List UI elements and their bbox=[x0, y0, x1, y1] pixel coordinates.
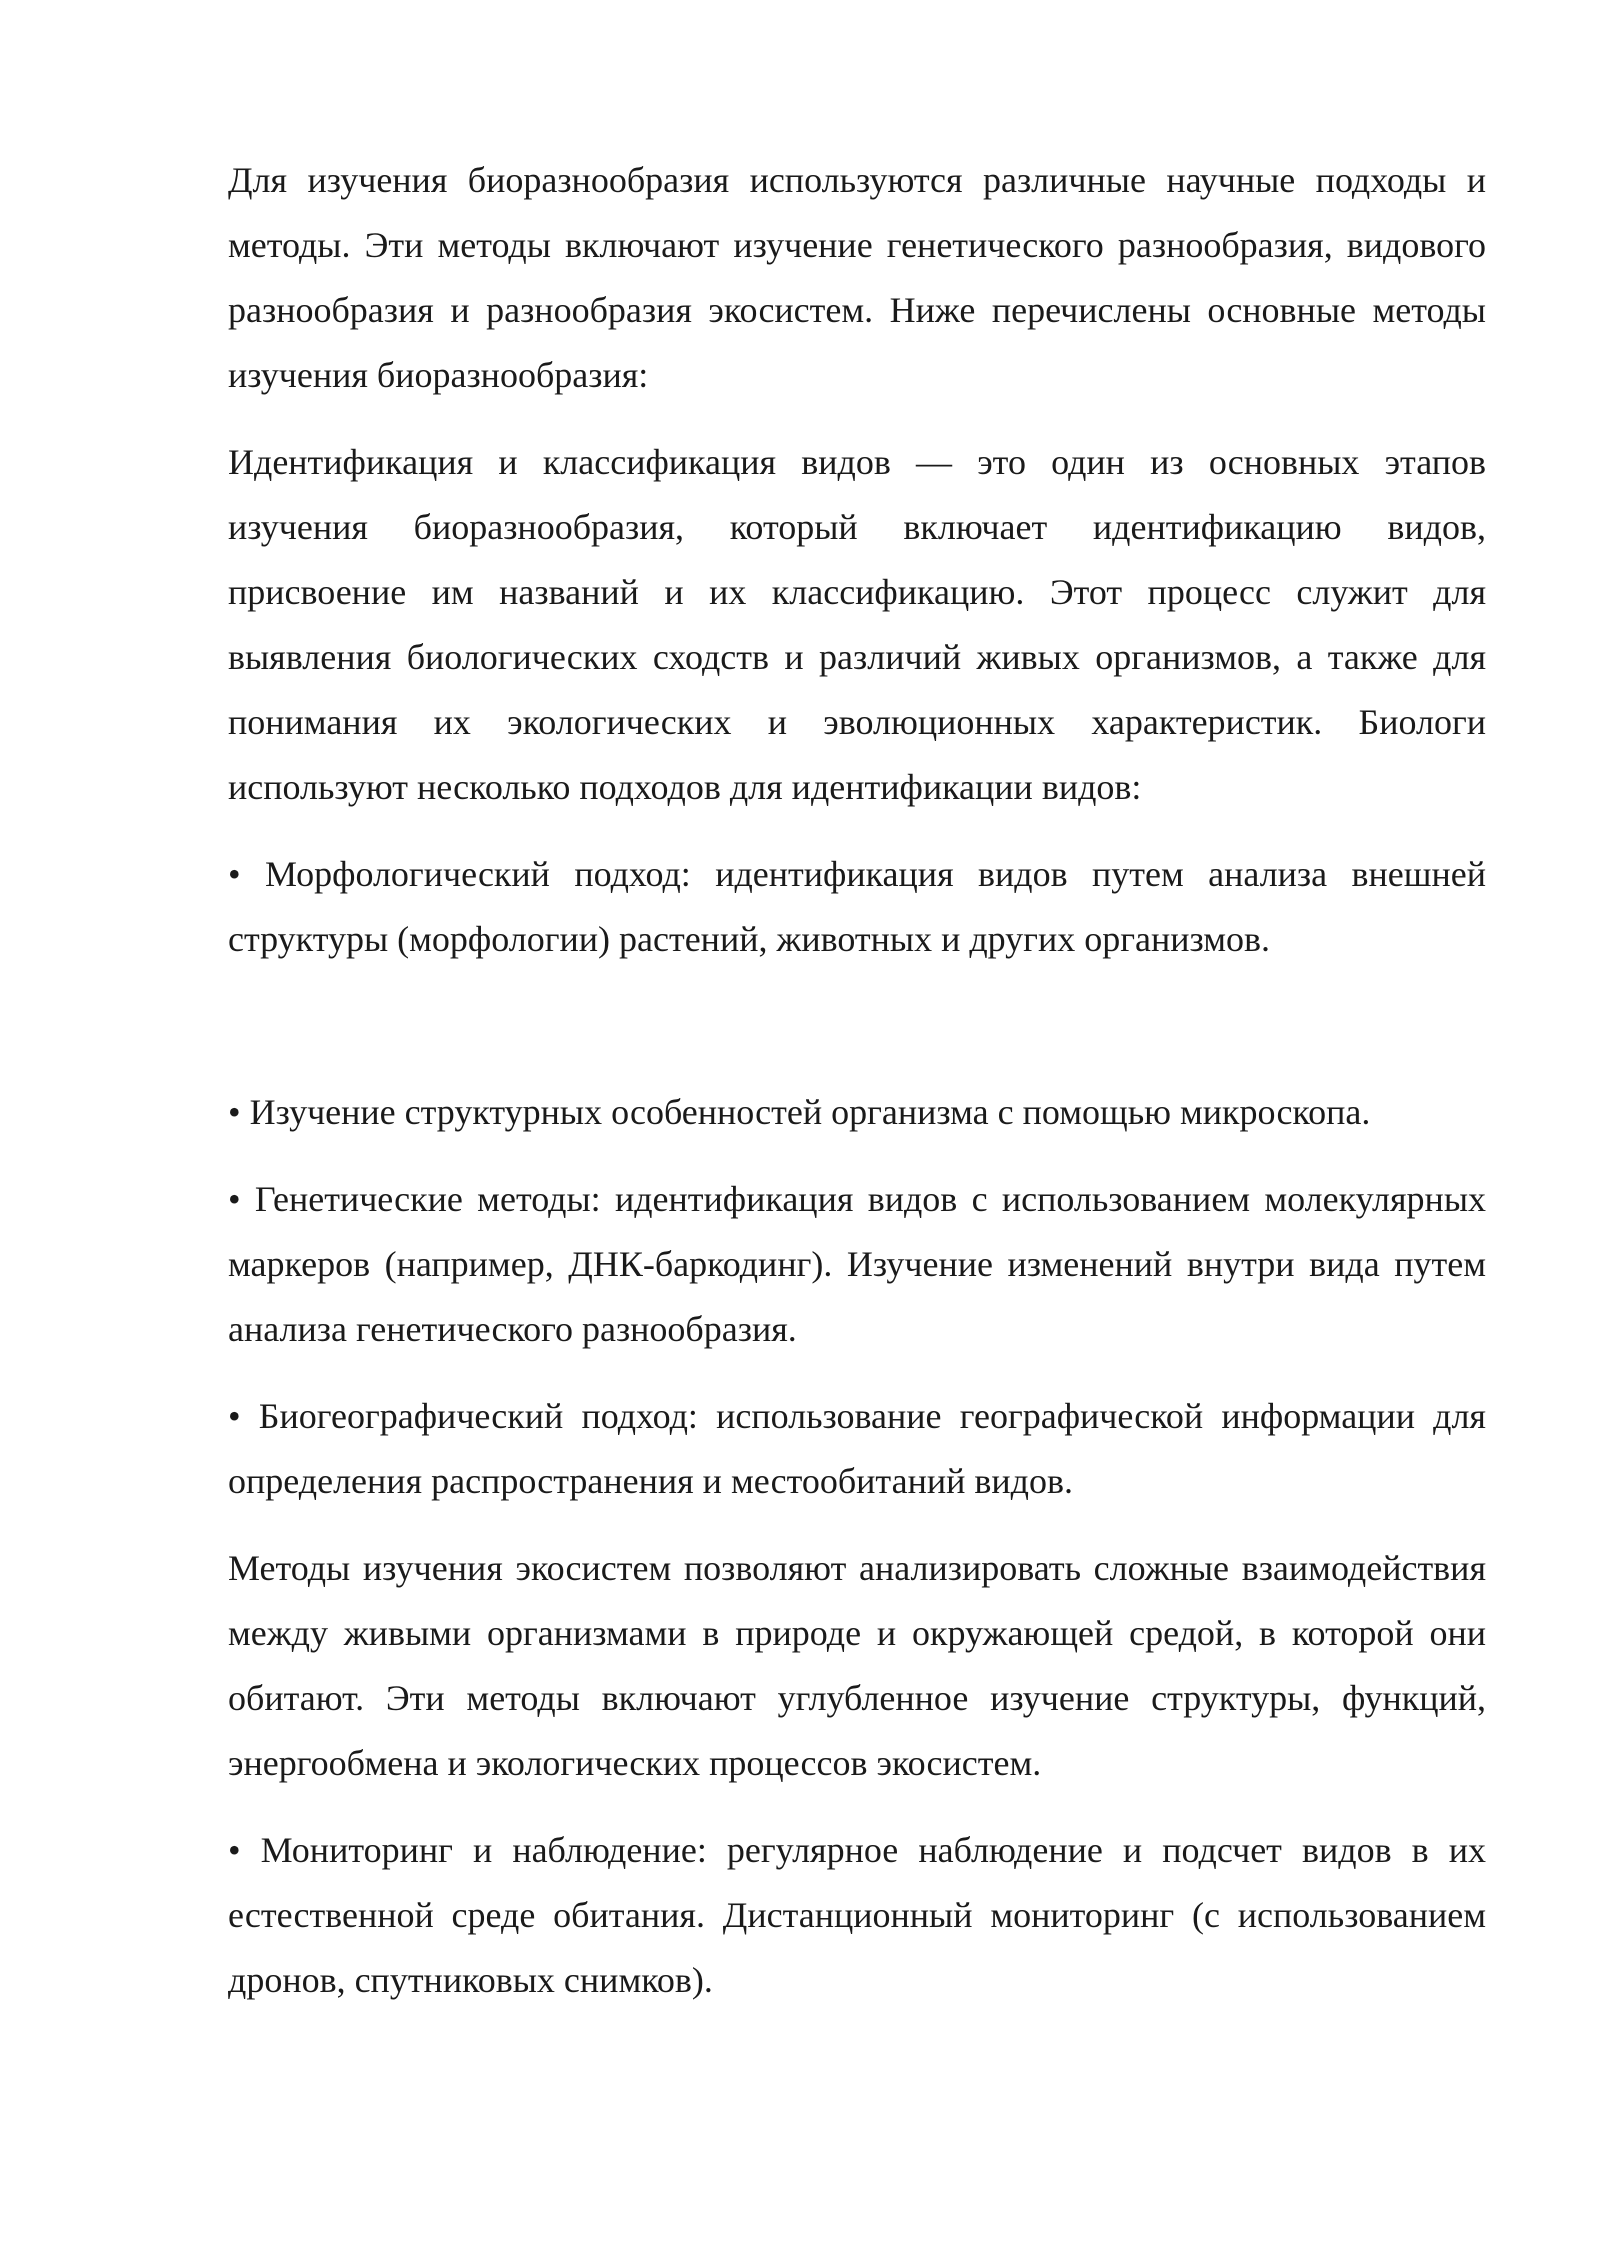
paragraph-ecosystem-methods: Методы изучения экосистем позволяют анализировать сложные взаимодействия между живыми организмами в природе и окружающей средой, в которой они обитают. Эти методы включают углубленное изучение структуры, функций, энергообмена и экологических процессов экосистем. bbox=[228, 1548, 1486, 1783]
list-item-biogeographic: • Биогеографический подход: использование географической информации для определения распространения и местообитаний видов. bbox=[228, 1396, 1486, 1501]
list-item-morphological: • Морфологический подход: идентификация видов путем анализа внешней структуры (морфологии) растений, животных и других организмов. bbox=[228, 854, 1486, 959]
list-item-monitoring: • Мониторинг и наблюдение: регулярное наблюдение и подсчет видов в их естественной среде обитания. Дистанционный мониторинг (с использованием дронов, спутниковых снимков). bbox=[228, 1830, 1486, 2000]
paragraph-species-identification: Идентификация и классификация видов — это один из основных этапов изучения биоразнообразия, который включает идентификацию видов, присвоение им названий и их классификацию. Этот процесс служит для выявления биологических сходств и различий живых организмов, а также для понимания их экологических и эволюционных характеристик. Биологи используют несколько подходов для идентификации видов: bbox=[228, 442, 1486, 807]
list-item-microscope: • Изучение структурных особенностей организма с помощью микроскопа. bbox=[228, 1092, 1371, 1132]
list-item-genetic: • Генетические методы: идентификация видов с использованием молекулярных маркеров (например, ДНК-баркодинг). Изучение изменений внутри вида путем анализа генетического разнообразия. bbox=[228, 1179, 1486, 1349]
paragraph-intro: Для изучения биоразнообразия используются различные научные подходы и методы. Эти методы включают изучение генетического разнообразия, видового разнообразия и разнообразия экосистем. Ниже перечислены основные методы изучения биоразнообразия: bbox=[228, 160, 1486, 395]
document-body bbox=[228, 148, 1486, 2035]
